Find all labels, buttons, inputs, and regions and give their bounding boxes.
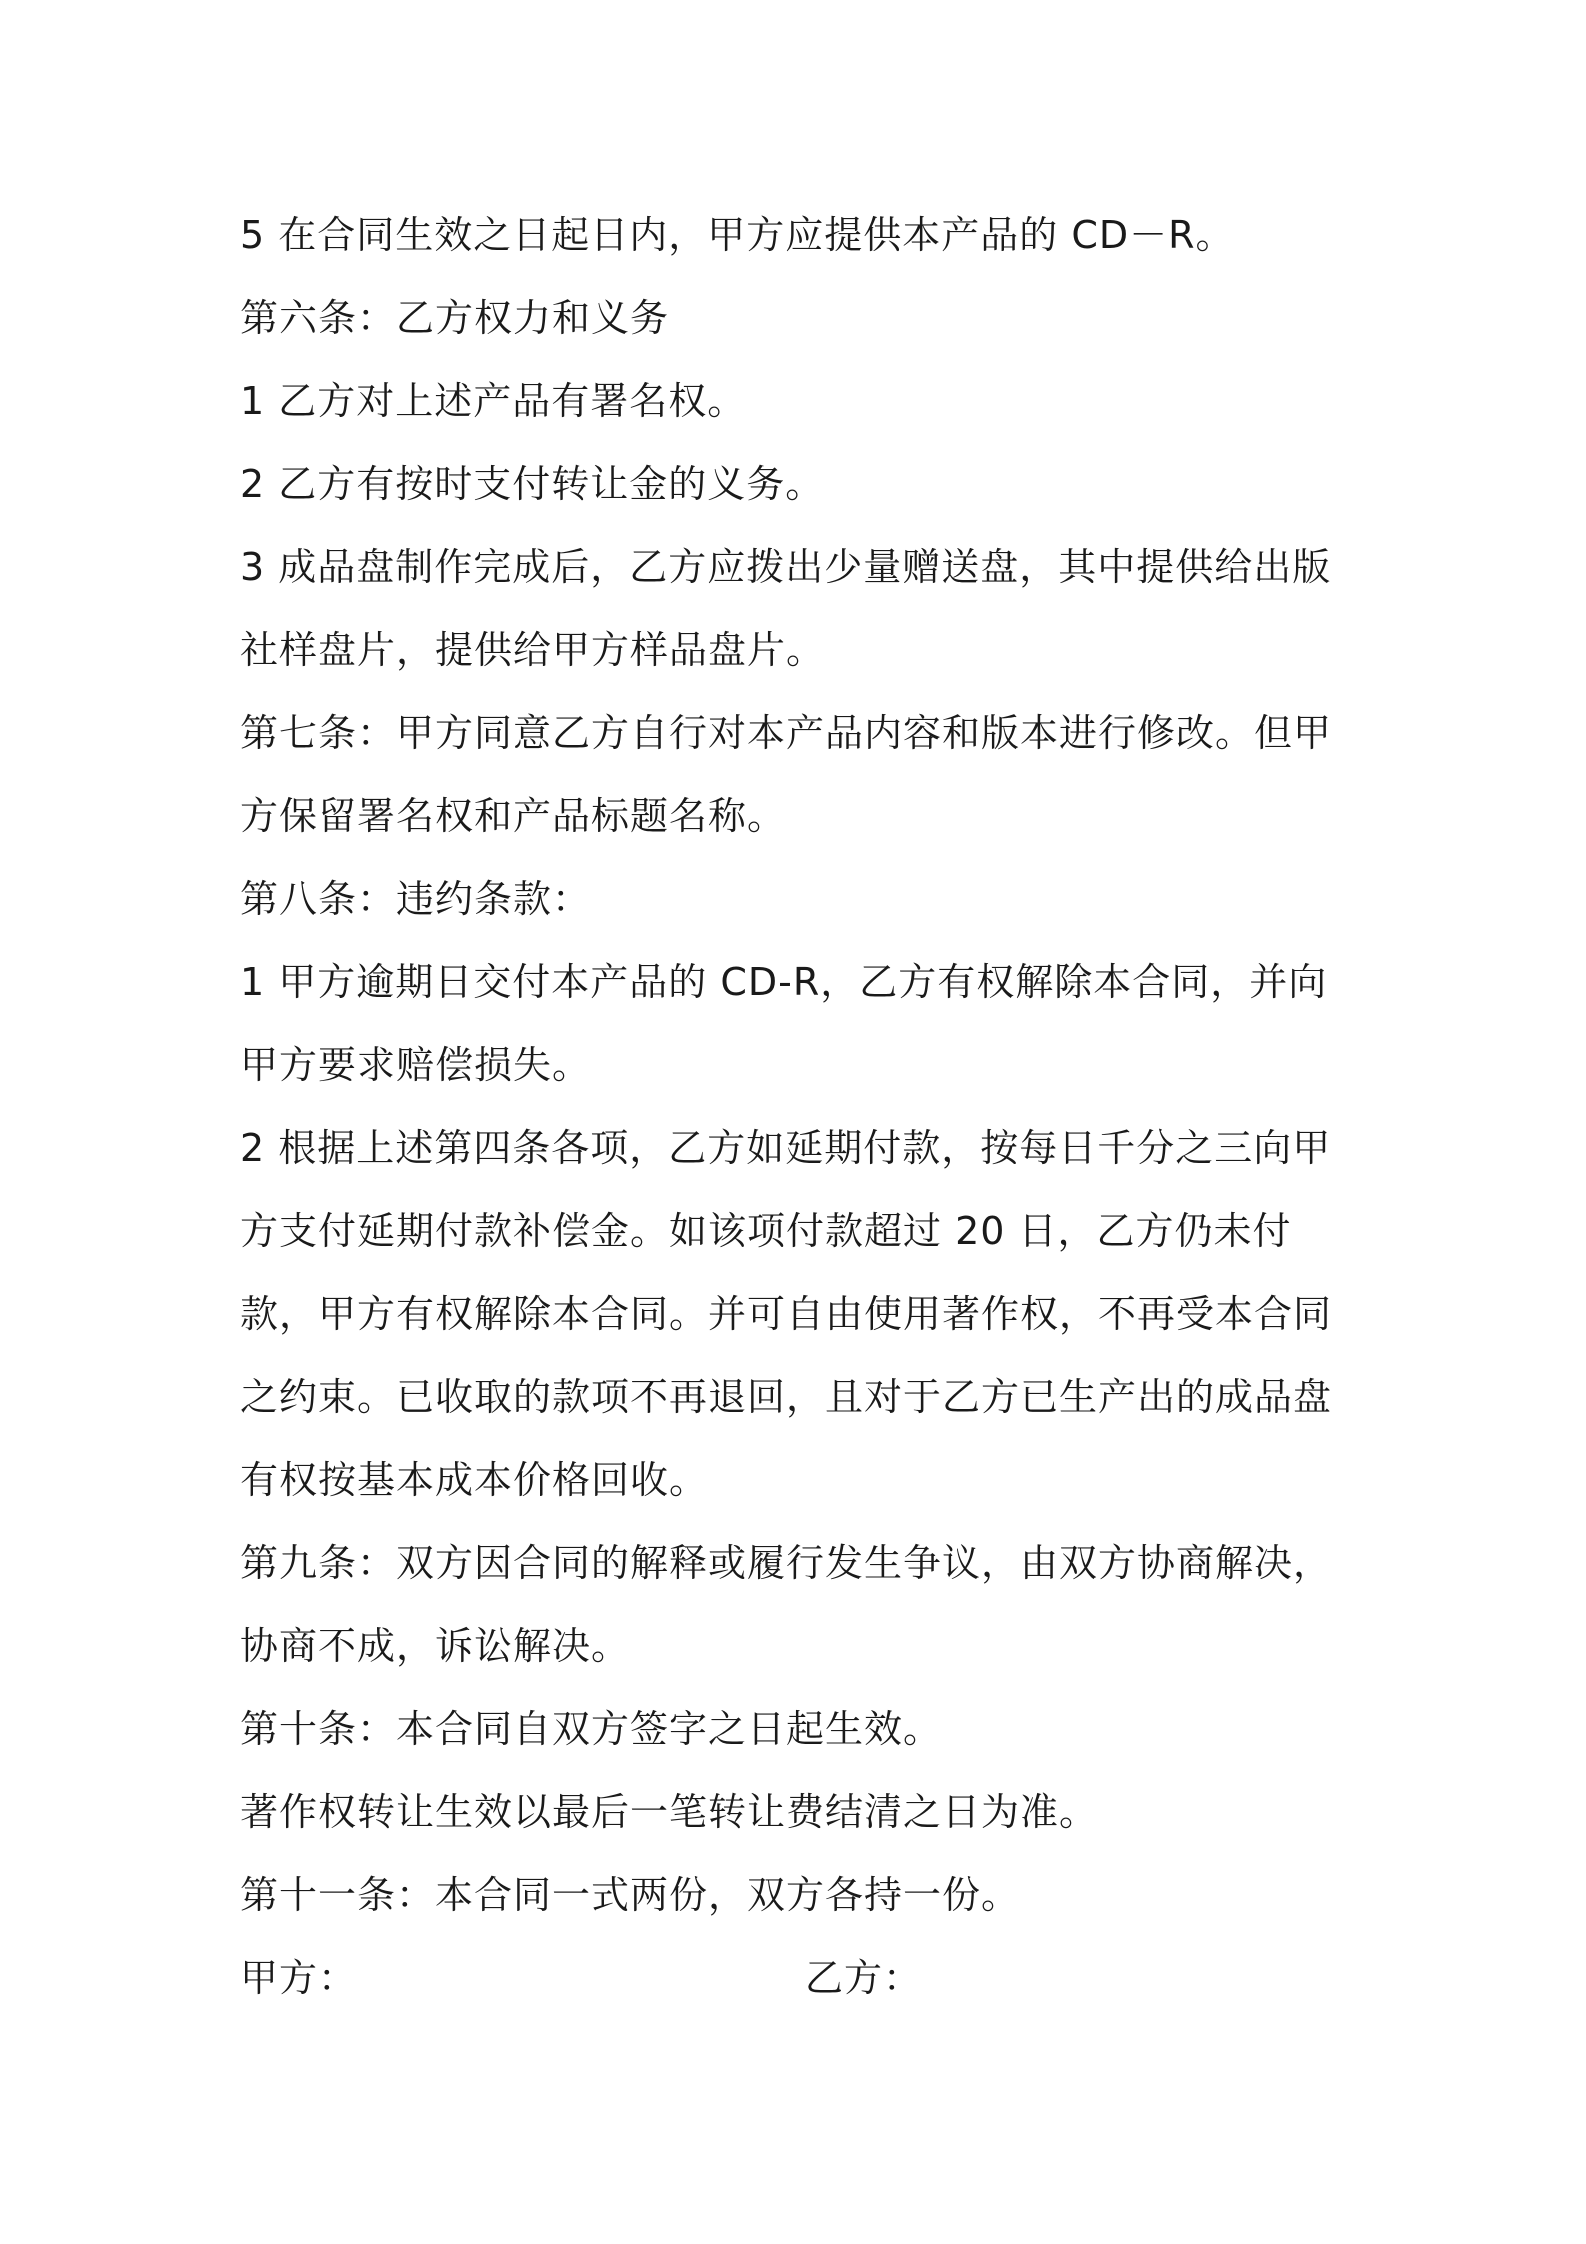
paragraph: 3 成品盘制作完成后，乙方应拨出少量赠送盘，其中提供给出版社样盘片，提供给甲方样品盘片。 [240, 545, 1332, 672]
paragraph: 1 乙方对上述产品有署名权。 [240, 379, 747, 423]
article-heading: 第六条：乙方权力和义务 [240, 296, 670, 340]
article-paragraph: 第九条：双方因合同的解释或履行发生争议，由双方协商解决，协商不成，诉讼解决。 [240, 1541, 1333, 1668]
signature-block [240, 1937, 1360, 2020]
document-body [240, 194, 1360, 2020]
paragraph: 5 在合同生效之日起日内，甲方应提供本产品的 CD－R。 [240, 213, 1235, 257]
paragraph: 2 根据上述第四条各项，乙方如延期付款，按每日千分之三向甲方支付延期付款补偿金。如该项付款超过 20 日，乙方仍未付款，甲方有权解除本合同。并可自由使用著作权，不再受本合同之约束。已收取的款项不再退回，且对于乙方已生产出的成品盘有权按基本成本价格回收。 [240, 1126, 1333, 1502]
party-a-signature-label: 甲方： [240, 1956, 358, 2000]
article-heading: 第八条：违约条款： [240, 877, 592, 921]
paragraph: 著作权转让生效以最后一笔转让费结清之日为准。 [240, 1790, 1099, 1834]
paragraph: 2 乙方有按时支付转让金的义务。 [240, 462, 825, 506]
paragraph: 1 甲方逾期日交付本产品的 CD-R，乙方有权解除本合同，并向甲方要求赔偿损失。 [240, 960, 1328, 1087]
article-paragraph: 第十条：本合同自双方签字之日起生效。 [240, 1707, 943, 1751]
article-paragraph: 第十一条：本合同一式两份，双方各持一份。 [240, 1873, 1021, 1917]
article-paragraph: 第七条：甲方同意乙方自行对本产品内容和版本进行修改。但甲方保留署名权和产品标题名称。 [240, 711, 1333, 838]
party-b-signature-label: 乙方： [805, 1956, 923, 2000]
